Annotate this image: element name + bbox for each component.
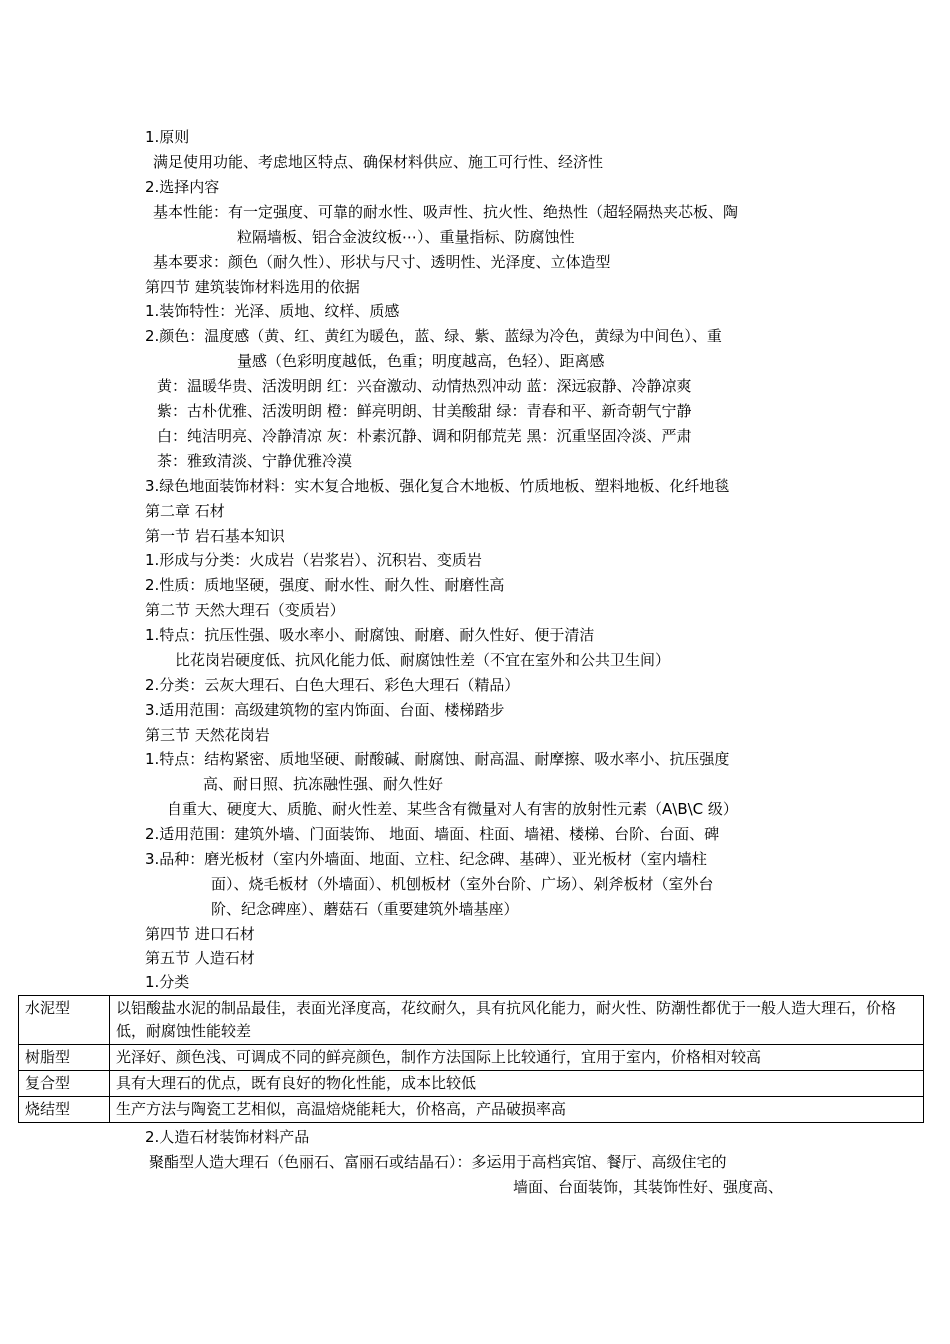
type-cell: 树脂型 <box>19 1045 110 1071</box>
section-title: 第四节 建筑装饰材料选用的依据 <box>145 278 360 296</box>
text-line: 2.颜色：温度感（黄、红、黄红为暖色，蓝、绿、紫、蓝绿为冷色，黄绿为中间色）、重 <box>145 327 722 345</box>
desc-cell: 具有大理石的优点，既有良好的物化性能，成本比较低 <box>110 1071 924 1097</box>
table-row <box>19 1097 924 1123</box>
text-line: 量感（色彩明度越低，色重；明度越高，色轻）、距离感 <box>237 352 605 370</box>
text-line: 1.形成与分类：火成岩（岩浆岩）、沉积岩、变质岩 <box>145 551 482 569</box>
text-line: 自重大、硬度大、质脆、耐火性差、某些含有微量对人有害的放射性元素（A\B\C 级） <box>167 800 738 818</box>
table-row <box>19 1071 924 1097</box>
text-line: 墙面、台面装饰，其装饰性好、强度高、 <box>513 1178 784 1196</box>
text-line: 1.装饰特性：光泽、质地、纹样、质感 <box>145 302 400 320</box>
color-line: 白：纯洁明亮、冷静清凉 灰：朴素沉静、调和阴郁荒芜 黑：沉重坚固冷淡、严肃 <box>157 427 692 445</box>
heading-principle: 1.原则 <box>145 128 190 146</box>
text-line: 1.特点：抗压性强、吸水率小、耐腐蚀、耐磨、耐久性好、便于清洁 <box>145 626 595 644</box>
text-line: 1.分类 <box>145 973 190 991</box>
desc-cell: 以铝酸盐水泥的制品最佳，表面光泽度高，花纹耐久，具有抗风化能力，耐火性、防潮性都优于一般人造大理石，价格低，耐腐蚀性能较差 <box>110 996 924 1045</box>
text-line: 粒隔墙板、铝合金波纹板⋯）、重量指标、防腐蚀性 <box>237 228 575 246</box>
type-cell: 复合型 <box>19 1071 110 1097</box>
table-row <box>19 1045 924 1071</box>
text-line: 聚酯型人造大理石（色丽石、富丽石或结晶石）：多运用于高档宾馆、餐厅、高级住宅的 <box>149 1153 727 1171</box>
section-title: 第四节 进口石材 <box>145 925 255 943</box>
text-line: 3.品种：磨光板材（室内外墙面、地面、立柱、纪念碑、基碑）、亚光板材（室内墙柱 <box>145 850 707 868</box>
section-title: 第二节 天然大理石（变质岩） <box>145 601 345 619</box>
text-line: 2.分类：云灰大理石、白色大理石、彩色大理石（精品） <box>145 676 520 694</box>
text-line: 2.性质：质地坚硬，强度、耐水性、耐久性、耐磨性高 <box>145 576 505 594</box>
color-line: 茶：雅致清淡、宁静优雅冷漠 <box>157 452 353 470</box>
text-line: 3.适用范围：高级建筑物的室内饰面、台面、楼梯踏步 <box>145 701 505 719</box>
color-line: 黄：温暖华贵、活泼明朗 红：兴奋激动、动情热烈冲动 蓝：深远寂静、冷静凉爽 <box>157 377 692 395</box>
table-row <box>19 996 924 1045</box>
type-cell: 水泥型 <box>19 996 110 1045</box>
section-title: 第三节 天然花岗岩 <box>145 726 270 744</box>
type-cell: 烧结型 <box>19 1097 110 1123</box>
text-line: 比花岗岩硬度低、抗风化能力低、耐腐蚀性差（不宜在室外和公共卫生间） <box>175 651 671 669</box>
text-line: 基本性能：有一定强度、可靠的耐水性、吸声性、抗火性、绝热性（超轻隔热夹芯板、陶 <box>153 203 739 221</box>
text-line: 2.人造石材装饰材料产品 <box>145 1128 310 1146</box>
text-line: 3.绿色地面装饰材料：实木复合地板、强化复合木地板、竹质地板、塑料地板、化纤地毯 <box>145 477 730 495</box>
heading-selection: 2.选择内容 <box>145 178 220 196</box>
text-line: 阶、纪念碑座）、蘑菇石（重要建筑外墙基座） <box>211 900 519 918</box>
desc-cell: 光泽好、颜色浅、可调成不同的鲜亮颜色，制作方法国际上比较通行，宜用于室内，价格相对较高 <box>110 1045 924 1071</box>
text-line: 1.特点：结构紧密、质地坚硬、耐酸碱、耐腐蚀、耐高温、耐摩擦、吸水率小、抗压强度 <box>145 750 730 768</box>
text-line: 基本要求：颜色（耐久性）、形状与尺寸、透明性、光泽度、立体造型 <box>153 253 611 271</box>
color-line: 紫：古朴优雅、活泼明朗 橙：鲜亮明朗、甘美酸甜 绿：青春和平、新奇朝气宁静 <box>157 402 692 420</box>
text-line: 2.适用范围：建筑外墙、门面装饰、 地面、墙面、柱面、墙裙、楼梯、台阶、台面、碑 <box>145 825 720 843</box>
text-line: 面）、烧毛板材（外墙面）、机刨板材（室外台阶、广场）、剁斧板材（室外台 <box>211 875 714 893</box>
section-title: 第一节 岩石基本知识 <box>145 527 285 545</box>
desc-cell: 生产方法与陶瓷工艺相似，高温焙烧能耗大，价格高，产品破损率高 <box>110 1097 924 1123</box>
text-line: 高、耐日照、抗冻融性强、耐久性好 <box>203 775 444 793</box>
section-title: 第五节 人造石材 <box>145 949 255 967</box>
chapter-title: 第二章 石材 <box>145 502 225 520</box>
text-line: 满足使用功能、考虑地区特点、确保材料供应、施工可行性、经济性 <box>153 153 604 171</box>
artificial-stone-types-table <box>18 995 924 1123</box>
